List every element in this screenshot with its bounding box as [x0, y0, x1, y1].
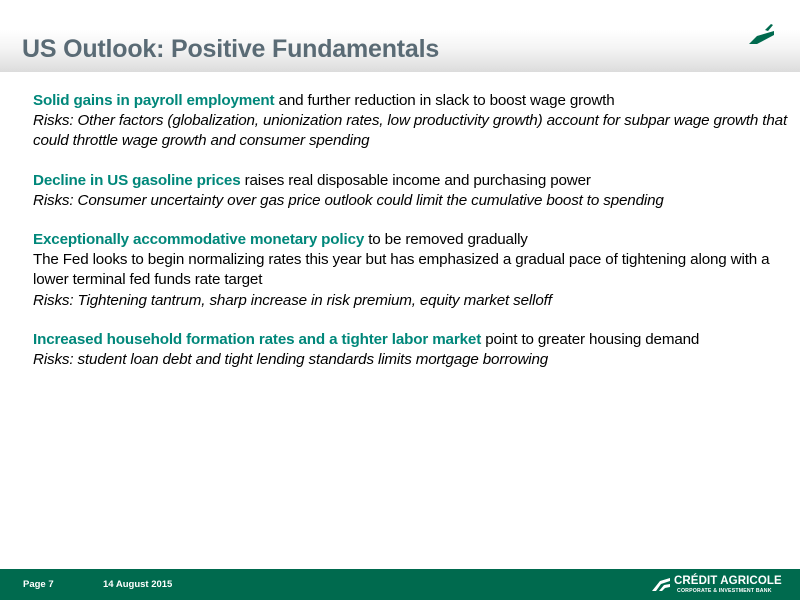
point-monetary-policy [33, 230, 788, 311]
brand-name: CRÉDIT AGRICOLE [674, 575, 782, 587]
risk-text: Risks: student loan debt and tight lending standards limits mortgage borrowing [33, 351, 549, 369]
point-highlight: Decline in US gasoline prices [33, 171, 241, 189]
point-housing [33, 330, 788, 370]
footer-date: 14 August 2015 [103, 579, 173, 590]
footer-bar [0, 569, 800, 600]
credit-agricole-logo-icon [650, 576, 672, 594]
brand-logo [650, 575, 790, 597]
point-headline [33, 330, 788, 350]
page-title: US Outlook: Positive Fundamentals [22, 35, 440, 63]
point-headline [33, 91, 788, 111]
point-headline [33, 171, 788, 191]
point-text: to be removed gradually [364, 231, 528, 249]
point-highlight: Exceptionally accommodative monetary policy [33, 231, 365, 249]
brand-subtitle: CORPORATE & INVESTMENT BANK [677, 588, 772, 594]
point-highlight: Increased household formation rates and a tighter labor market [33, 330, 482, 348]
point-text: and further reduction in slack to boost wage growth [274, 92, 615, 109]
point-gasoline [33, 171, 788, 211]
point-highlight: Solid gains in payroll employment [33, 92, 275, 109]
credit-agricole-leaf-icon [745, 20, 775, 50]
point-headline [33, 230, 788, 250]
page-number: Page 7 [23, 579, 54, 590]
point-text: point to greater housing demand [481, 330, 700, 348]
risk-text: Risks: Other factors (globalization, unionization rates, low productivity growth) account for subpar wage growth that could throttle wage growth and consumer spending [33, 112, 788, 150]
point-payroll [33, 91, 788, 152]
risk-text: Risks: Consumer uncertainty over gas price outlook could limit the cumulative boost to spending [33, 191, 664, 209]
point-text: raises real disposable income and purchasing power [240, 171, 591, 189]
point-detail: The Fed looks to begin normalizing rates this year but has emphasized a gradual pace of tightening along with a lower terminal fed funds rate target [33, 251, 770, 289]
risk-text: Risks: Tightening tantrum, sharp increase in risk premium, equity market selloff [33, 291, 552, 309]
content-body [33, 91, 788, 389]
